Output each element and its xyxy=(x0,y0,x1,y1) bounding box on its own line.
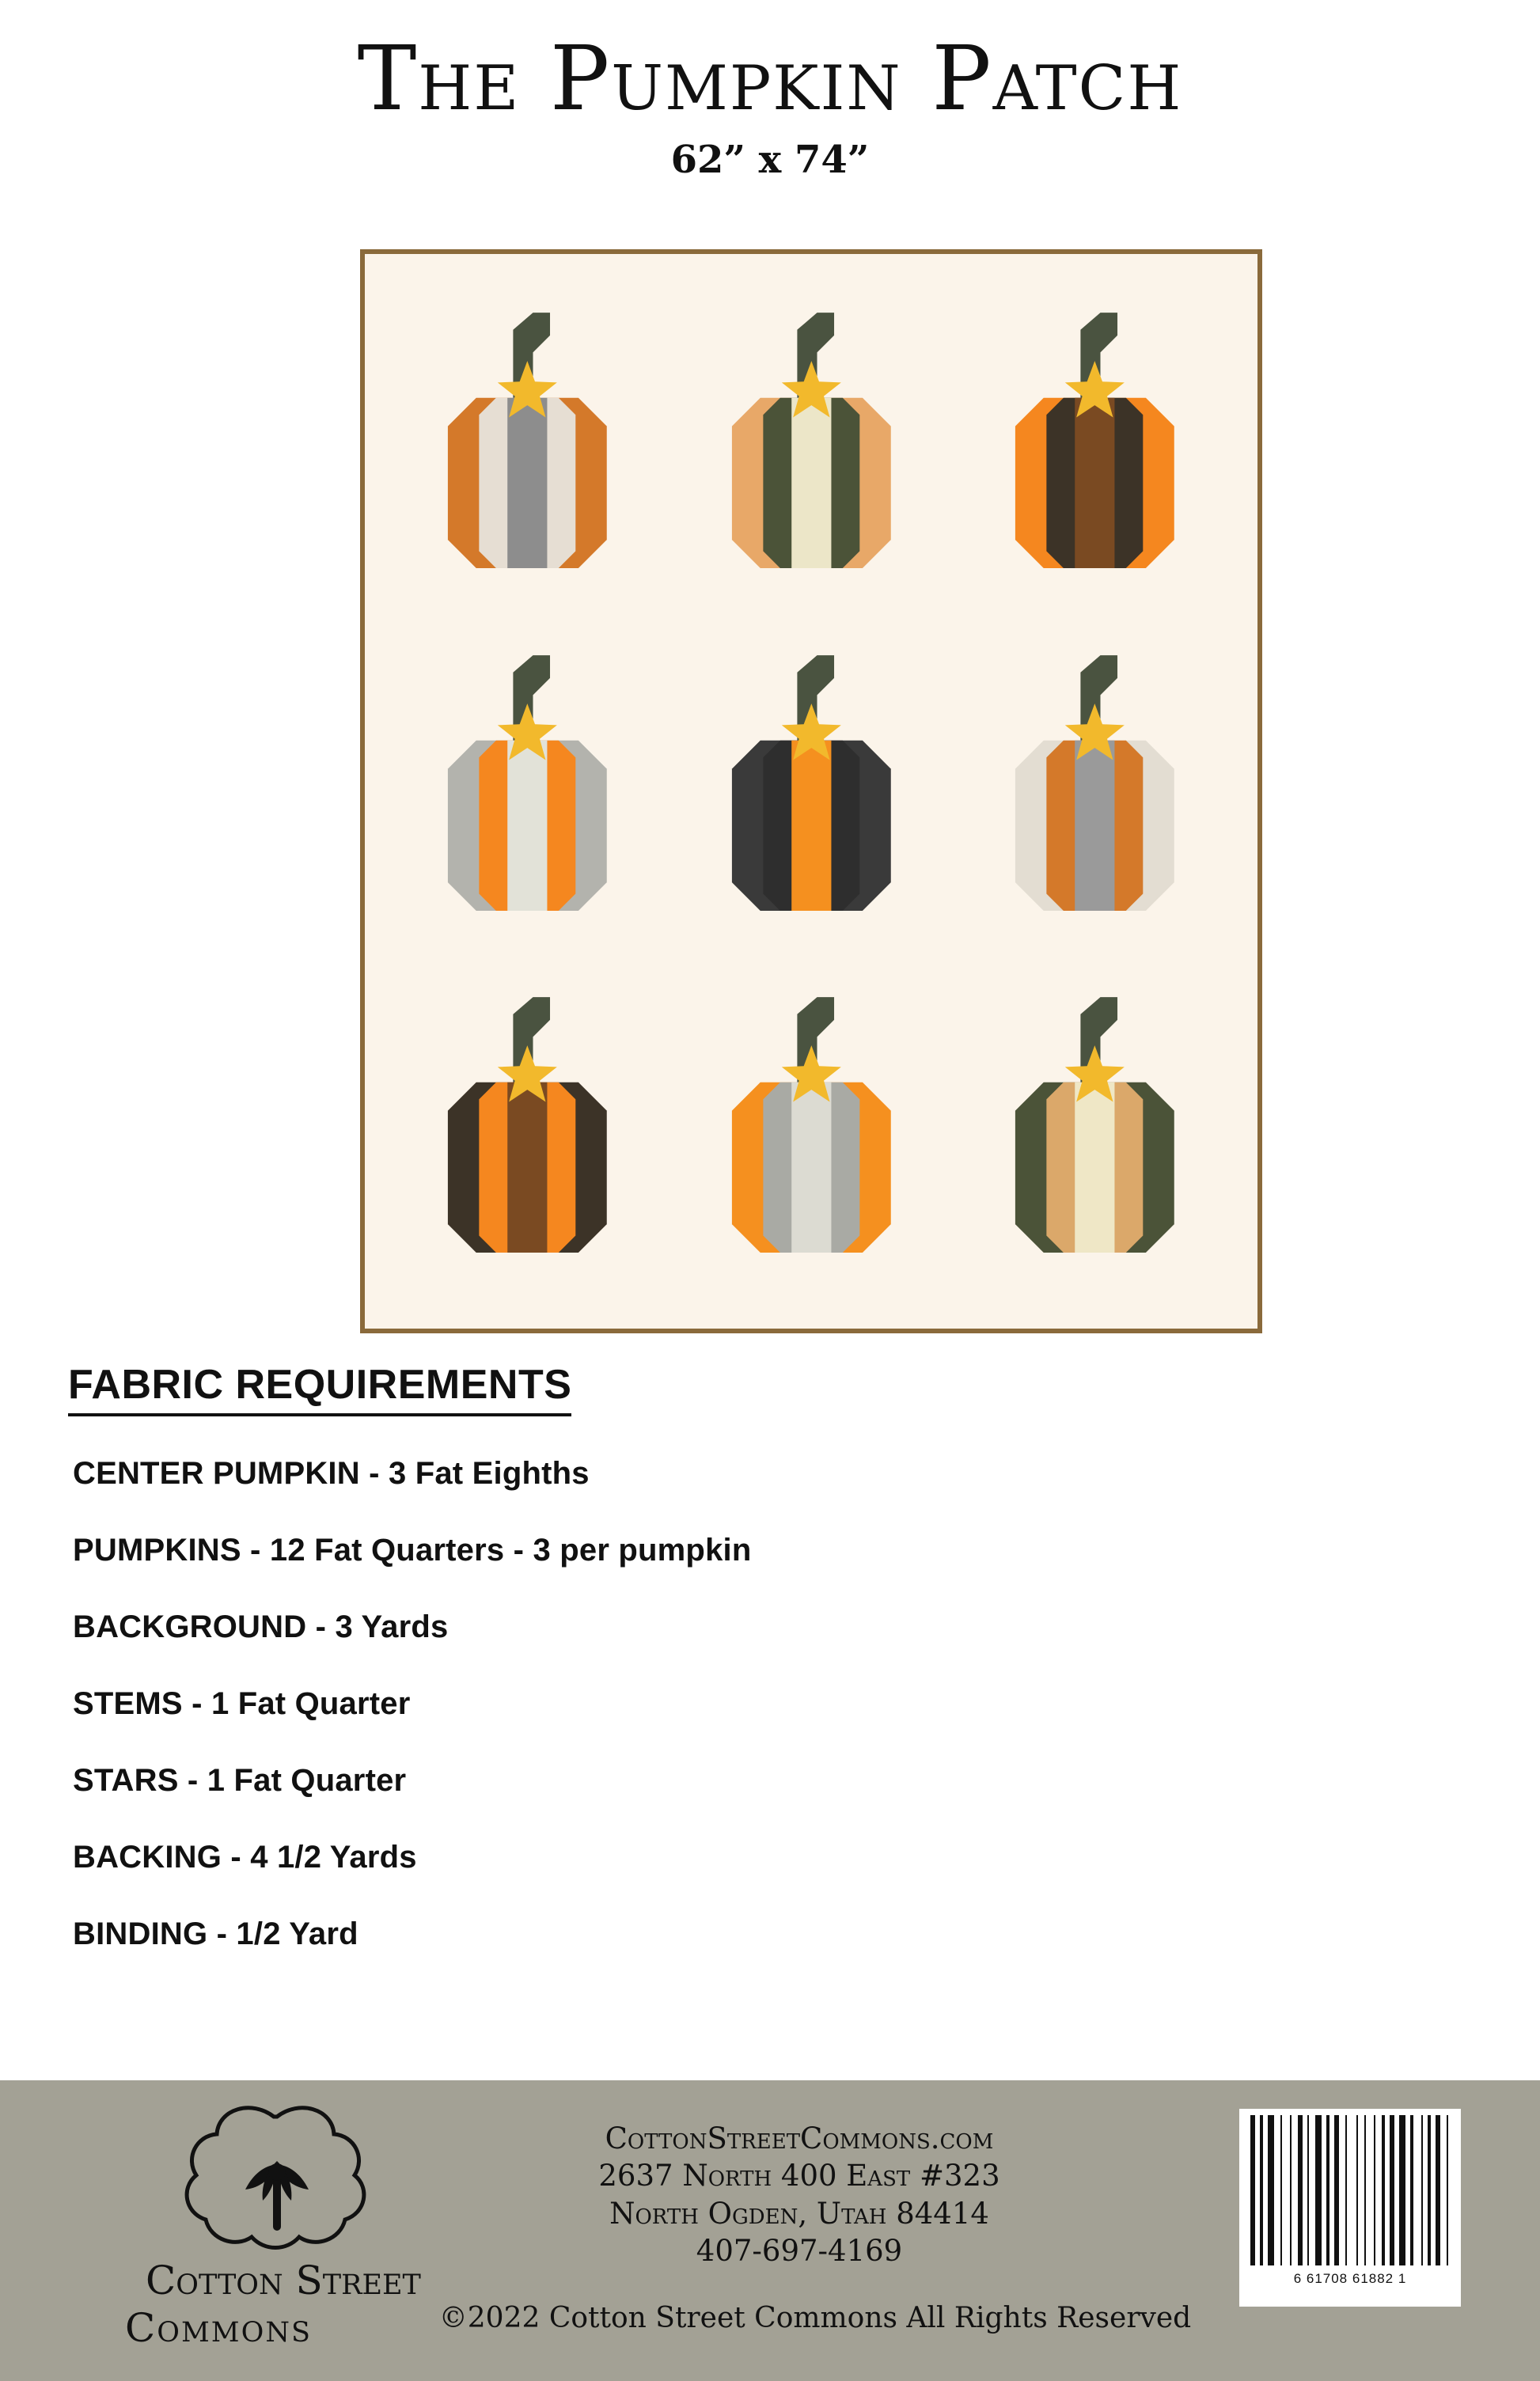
contact-info xyxy=(443,2120,1155,2269)
pumpkin-center xyxy=(791,1082,831,1253)
fabric-requirements-list xyxy=(73,1456,1181,1993)
page-title: The Pumpkin Patch xyxy=(357,28,1183,131)
pumpkin-block-9 xyxy=(953,962,1237,1305)
pumpkin-block-2 xyxy=(669,278,954,620)
copyright-line: ©2022 Cotton Street Commons All Rights Reserved xyxy=(438,2302,1192,2334)
fabric-requirement-item: STARS - 1 Fat Quarter xyxy=(73,1763,407,1798)
pumpkin-center xyxy=(507,740,547,910)
pumpkin-center xyxy=(1075,398,1115,568)
pumpkin-block-7 xyxy=(385,962,669,1305)
barcode xyxy=(1239,2109,1461,2307)
pumpkin-block-8 xyxy=(669,962,954,1305)
fabric-requirement-item: BINDING - 1/2 Yard xyxy=(73,1917,358,1951)
brand-name-line2: Commons xyxy=(125,2305,312,2351)
pumpkin-block-4 xyxy=(385,620,669,963)
footer-bar xyxy=(0,2080,1540,2381)
website-line: CottonStreetCommons.com xyxy=(605,2121,994,2155)
pumpkin-center xyxy=(1075,1082,1115,1253)
quilt-block-grid xyxy=(385,278,1237,1305)
pumpkin-block-5 xyxy=(669,620,954,963)
fabric-requirement-item: PUMPKINS - 12 Fat Quarters - 3 per pumpkin xyxy=(73,1533,752,1568)
pumpkin-center xyxy=(507,398,547,568)
brand-name-line1: Cotton Street xyxy=(146,2258,421,2303)
cotton-boll-icon xyxy=(174,2102,380,2261)
fabric-requirement-item: BACKGROUND - 3 Yards xyxy=(73,1609,449,1644)
pumpkin-center xyxy=(791,740,831,910)
fabric-requirement-item: CENTER PUMPKIN - 3 Fat Eighths xyxy=(73,1456,590,1491)
pumpkin-block-6 xyxy=(953,620,1237,963)
fabric-requirement-item: BACKING - 4 1/2 Yards xyxy=(73,1840,417,1875)
address-line-1: 2637 North 400 East #323 xyxy=(598,2159,1000,2193)
pumpkin-block-3 xyxy=(953,278,1237,620)
pumpkin-center xyxy=(507,1082,547,1253)
quilt-illustration xyxy=(360,249,1262,1333)
pumpkin-center xyxy=(1075,740,1115,910)
quilt-frame xyxy=(360,249,1262,1333)
pumpkin-block-1 xyxy=(385,278,669,620)
quilt-size-label: 62” x 74” xyxy=(670,137,870,182)
barcode-bars-icon xyxy=(1247,2115,1453,2265)
fabric-requirement-item: STEMS - 1 Fat Quarter xyxy=(73,1686,411,1721)
fabric-requirements-heading: FABRIC REQUIREMENTS xyxy=(68,1361,571,1416)
barcode-number: 6 61708 61882 1 xyxy=(1293,2271,1407,2286)
address-line-2: North Ogden, Utah 84414 xyxy=(609,2196,989,2231)
phone-line: 407-697-4169 xyxy=(696,2234,903,2269)
pumpkin-center xyxy=(791,398,831,568)
